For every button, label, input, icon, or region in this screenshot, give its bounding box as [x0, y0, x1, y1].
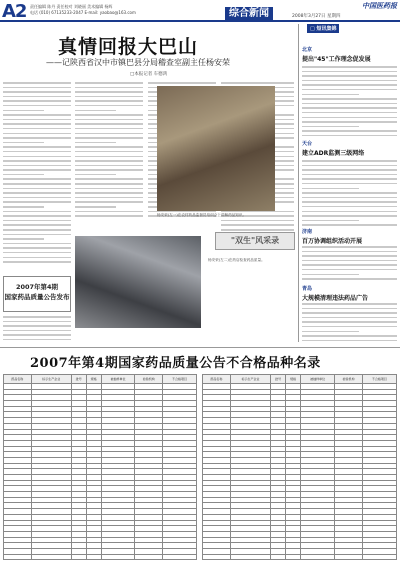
sidebar-item-qingdao: [302, 285, 397, 302]
sidebar-headline: 大规模清理违法药品广告: [302, 295, 369, 302]
table-row: [4, 554, 197, 560]
table-cell: [286, 554, 301, 560]
photo-inspection: [75, 236, 201, 328]
table-header: 批号: [71, 375, 86, 384]
photo-caption-2: 杨安荣(左二)在药店检查药品质量。: [208, 258, 265, 262]
subheadline: ——记陕西省汉中市镇巴县分局稽查室副主任杨安荣: [46, 58, 230, 67]
photo-training: [157, 86, 275, 211]
sidebar-kicker: 北京: [302, 47, 313, 53]
section-divider: [0, 347, 400, 348]
sidebar-item-beijing: [302, 46, 397, 63]
page-code: A2: [2, 1, 27, 22]
notice-title-1: 2007年第4期: [15, 283, 59, 291]
issue-date: 2008年3月27日 星期四: [292, 14, 341, 19]
section-title: 综合新闻: [225, 7, 273, 20]
table-header: 不合格项目: [362, 375, 396, 384]
notice-body: [3, 316, 71, 344]
sidebar-headline: 建立ADR监测三级网络: [302, 150, 365, 157]
table-cell: [362, 554, 396, 560]
byline: □本报记者 车德鸿: [130, 72, 168, 77]
photo-caption-1: 杨安荣(左一)在农村药品监督员培训会上讲解药品知识。: [157, 213, 247, 217]
sidebar-body-2: [302, 160, 397, 229]
table-header: 不合格项目: [163, 375, 197, 384]
table-cell: [163, 554, 197, 560]
table-cell: [230, 554, 270, 560]
table-header: 批号: [271, 375, 286, 384]
table-header: 标示生产企业: [230, 375, 270, 384]
quality-table-right: [202, 374, 397, 560]
table-cell: [86, 554, 101, 560]
table-header: 规格: [86, 375, 101, 384]
table-cell: [101, 554, 135, 560]
table-header: 标示生产企业: [31, 375, 71, 384]
masthead: 中国医药报: [362, 1, 397, 10]
table-header: 被抽样单位: [101, 375, 135, 384]
table-cell: [4, 554, 32, 560]
sidebar-body-4: [302, 303, 397, 344]
sidebar-body-1: [302, 66, 397, 140]
headline: 真情回报大巴山: [58, 36, 199, 58]
sidebar-headline: 提出"45"工作理念促发展: [302, 56, 371, 63]
sidebar-kicker: 济南: [302, 229, 313, 235]
sidebar-body-3: [302, 246, 397, 283]
table-header: 药品名称: [203, 375, 231, 384]
table-header: 检验机构: [335, 375, 363, 384]
sidebar-kicker: 青岛: [302, 286, 313, 292]
table-header: 检验机构: [135, 375, 163, 384]
sidebar-item-jinan: [302, 228, 397, 245]
table-header: 药品名称: [4, 375, 32, 384]
table-title: 2007年第4期国家药品质量公告不合格品种名录: [30, 356, 321, 371]
table-cell: [271, 554, 286, 560]
table-cell: [31, 554, 71, 560]
table-header: 规格: [286, 375, 301, 384]
sidebar-headline: 百万协调组织活动开展: [302, 238, 363, 245]
table-cell: [301, 554, 335, 560]
pin-line-1: 责任编辑 陈丹 责任校对 刘晓丽 美术编辑 杨辉: [30, 4, 113, 9]
notice-box: [3, 276, 71, 312]
quality-table-left: [3, 374, 197, 560]
sidebar-kicker: 天台: [302, 141, 313, 147]
shuangsheng-banner: "双生"风采录: [215, 232, 295, 250]
article-column-2: [75, 82, 143, 220]
table-cell: [135, 554, 163, 560]
table-cell: [71, 554, 86, 560]
table-cell: [203, 554, 231, 560]
table-header: 被抽样单位: [301, 375, 335, 384]
sidebar-item-tiantai: [302, 140, 397, 157]
article-column-1: [3, 82, 71, 266]
pin-line-2: 电话 (010) 67135233-2047 E-mail: yaobao@163.com: [30, 10, 136, 15]
sidebar-tag: □ 短讯集锦: [307, 24, 339, 33]
column-divider: [298, 24, 299, 342]
notice-title-2: 国家药品质量公告发布: [4, 293, 70, 301]
page-header: [0, 0, 400, 22]
table-cell: [335, 554, 363, 560]
table-row: [203, 554, 397, 560]
